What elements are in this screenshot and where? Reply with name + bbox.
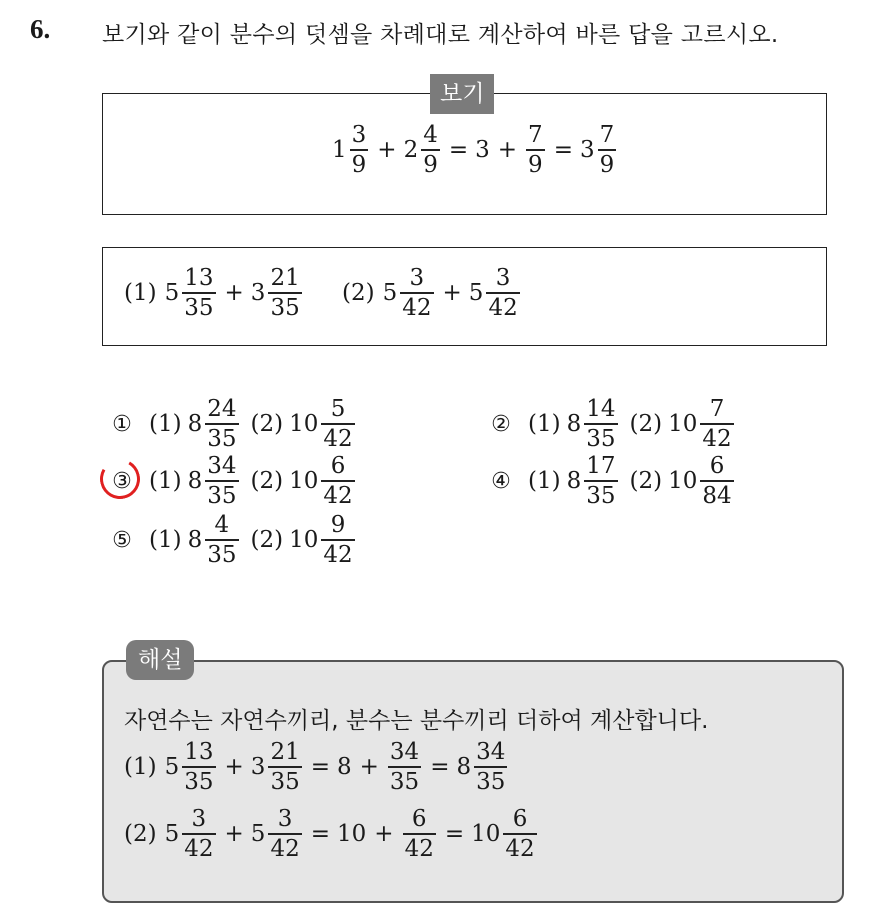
plus-sign: + [374,821,394,848]
numerator: 3 [409,265,425,291]
denominator: 42 [323,541,353,568]
denominator: 35 [184,768,214,795]
numerator: 21 [270,739,300,765]
numerator: 6 [709,453,725,479]
fraction [182,267,215,320]
whole-number: 3 [475,137,490,164]
solution-line-1 [124,741,509,794]
fraction [321,455,354,508]
equals-sign: = [553,137,573,164]
denominator: 42 [404,835,434,862]
solution-line-label: (2) [124,821,157,848]
denominator: 35 [270,294,300,321]
whole-number: 5 [382,280,398,307]
whole-number: 10 [289,411,319,438]
fraction [700,455,733,508]
denominator: 35 [586,425,616,452]
whole-number: 10 [668,411,698,438]
equals-sign: = [310,821,330,848]
numerator: 34 [389,739,420,765]
denominator: 9 [351,151,367,178]
denominator: 9 [599,151,615,178]
plus-sign: + [497,137,518,164]
numerator: 3 [191,806,207,832]
numerator: 21 [270,265,300,291]
numerator: 4 [214,512,230,538]
answer-label: (2) [629,468,663,495]
answer-label: (1) [149,468,182,495]
solution-text: 자연수는 자연수끼리, 분수는 분수끼리 더하여 계산합니다. [124,708,709,734]
answer-label: (2) [629,411,663,438]
fraction [700,398,733,451]
denominator: 35 [476,768,506,795]
fraction [321,514,354,567]
fraction [486,267,519,320]
numerator: 6 [411,806,427,832]
fraction [268,808,301,861]
numerator: 4 [423,122,438,148]
denominator: 35 [184,294,214,321]
whole-number: 10 [289,527,319,554]
numerator: 34 [207,453,237,479]
numerator: 34 [476,739,506,765]
choice-1[interactable] [109,398,367,451]
numerator: 13 [184,739,214,765]
fraction [182,808,215,861]
numerator: 9 [330,512,346,538]
numerator: 6 [512,806,528,832]
numerator: 7 [709,396,725,422]
whole-number: 5 [164,754,180,781]
whole-number: 8 [337,754,352,781]
answer-label: (2) [250,468,284,495]
numerator: 24 [207,396,237,422]
numerator: 6 [330,453,346,479]
choice-answer-2 [251,514,357,567]
plus-sign: + [224,754,244,781]
choice-3[interactable] [109,455,367,508]
fraction [388,741,421,794]
numerator: 7 [599,122,615,148]
numerator: 17 [586,453,616,479]
problem-1 [124,267,304,320]
answer-label: (1) [528,468,561,495]
solution-line-2 [124,808,539,861]
choice-answer-1 [528,455,620,508]
problem-label: (1) [124,280,157,307]
denominator: 84 [702,482,732,509]
choice-number: ① [112,411,132,437]
choice-answer-1 [149,398,241,451]
denominator: 35 [207,425,237,452]
example-label: 보기 [430,74,494,114]
whole-number: 1 [332,137,347,164]
equals-sign: = [430,754,450,781]
example-equation [332,124,618,177]
denominator: 9 [528,151,543,178]
fraction [584,455,617,508]
choice-2[interactable] [488,398,746,451]
numerator: 5 [330,396,346,422]
choice-5[interactable] [109,514,367,567]
answer-label: (1) [149,527,182,554]
plus-sign: + [224,280,244,307]
denominator: 42 [323,425,353,452]
denominator: 42 [270,835,300,862]
equals-sign: = [310,754,330,781]
denominator: 35 [207,482,237,509]
choice-answer-2 [630,398,736,451]
fraction [268,267,301,320]
whole-number: 5 [164,821,180,848]
whole-number: 10 [668,468,698,495]
denominator: 35 [207,541,237,568]
fraction [350,124,369,177]
equals-sign: = [444,821,465,848]
fraction [584,398,617,451]
denominator: 42 [488,294,518,321]
question-text: 보기와 같이 분수의 덧셈을 차례대로 계산하여 바른 답을 고르시오. [102,22,779,48]
denominator: 42 [402,294,432,321]
fraction [503,808,536,861]
whole-number: 5 [164,280,180,307]
whole-number: 5 [250,821,266,848]
denominator: 35 [270,768,300,795]
whole-number: 8 [566,411,582,438]
fraction [268,741,301,794]
fraction [205,455,238,508]
choice-answer-1 [528,398,620,451]
numerator: 3 [495,265,511,291]
equals-sign: = [448,137,469,164]
plus-sign: + [359,754,379,781]
whole-number: 10 [337,821,367,848]
answer-label: (2) [250,411,284,438]
choice-answer-2 [630,455,736,508]
answer-label: (1) [528,411,561,438]
whole-number: 10 [471,821,501,848]
denominator: 42 [323,482,353,509]
answer-label: (1) [149,411,182,438]
fraction [421,124,440,177]
fraction [474,741,507,794]
fraction [205,398,238,451]
plus-sign: + [377,137,397,164]
plus-sign: + [442,280,462,307]
problem-2 [342,267,522,320]
numerator: 13 [184,265,214,291]
whole-number: 2 [403,137,419,164]
denominator: 35 [389,768,420,795]
fraction [321,398,354,451]
denominator: 42 [702,425,732,452]
whole-number: 8 [566,468,582,495]
whole-number: 10 [289,468,319,495]
question-number: 6. [30,14,51,44]
whole-number: 8 [187,411,203,438]
whole-number: 3 [250,754,266,781]
numerator: 7 [528,122,543,148]
fraction [598,124,617,177]
fraction [526,124,545,177]
choice-number: ③ [112,468,132,494]
whole-number: 3 [250,280,266,307]
denominator: 35 [586,482,616,509]
numerator: 3 [277,806,293,832]
choice-number: ② [491,411,511,437]
choice-4[interactable] [488,455,746,508]
whole-number: 8 [187,468,203,495]
problem-label: (2) [342,280,375,307]
fraction [400,267,433,320]
fraction [205,514,238,567]
choice-number: ⑤ [112,527,132,553]
denominator: 42 [184,835,214,862]
choice-answer-1 [149,514,241,567]
solution-label: 해설 [126,640,194,680]
numerator: 14 [586,396,616,422]
whole-number: 5 [468,280,484,307]
fraction [403,808,436,861]
choice-answer-2 [251,455,357,508]
choice-answer-1 [149,455,241,508]
choice-answer-2 [251,398,357,451]
whole-number: 3 [579,137,595,164]
denominator: 9 [423,151,438,178]
solution-line-label: (1) [124,754,157,781]
choice-number: ④ [491,468,511,494]
whole-number: 8 [456,754,472,781]
answer-label: (2) [250,527,284,554]
fraction [182,741,215,794]
numerator: 3 [351,122,367,148]
denominator: 42 [505,835,535,862]
plus-sign: + [224,821,244,848]
whole-number: 8 [187,527,203,554]
